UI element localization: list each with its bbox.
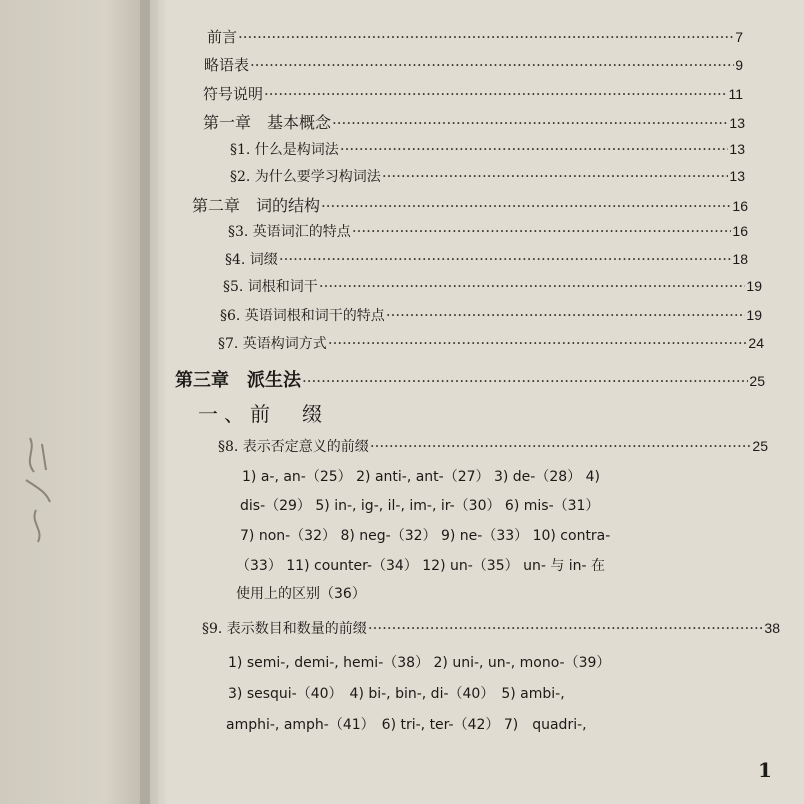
part-heading-prefixes: 一、前 缀 bbox=[198, 402, 328, 426]
section-8-line-5: 使用上的区别（36） bbox=[236, 586, 366, 602]
page-ref: 16 bbox=[732, 198, 748, 214]
page-ref: 16 bbox=[732, 223, 748, 239]
entry-title: 第三章 派生法 bbox=[175, 370, 301, 391]
page-ref: 19 bbox=[746, 307, 762, 323]
entry-title: §8. 表示否定意义的前缀 bbox=[218, 439, 369, 455]
toc-chapter-2 bbox=[192, 193, 748, 216]
toc-section-6 bbox=[220, 305, 762, 325]
section-9-line-3: amphi-, amph-（41） 6) tri-, ter-（42） 7) quadri-, bbox=[226, 717, 587, 733]
dot-leader bbox=[370, 437, 752, 455]
entry-title: §5. 词根和词干 bbox=[223, 279, 318, 295]
toc-chapter-3 bbox=[175, 366, 765, 392]
entry-title: §4. 词缀 bbox=[225, 252, 278, 268]
dot-leader bbox=[264, 85, 727, 103]
dot-leader bbox=[340, 140, 729, 158]
dot-leader bbox=[279, 250, 732, 268]
section-8-line-2: dis-（29） 5) in-, ig-, il-, im-, ir-（30） 6) mis-（31） bbox=[240, 498, 600, 514]
toc-section-7 bbox=[218, 333, 764, 353]
page-ref: 18 bbox=[732, 251, 748, 267]
page-ref: 38 bbox=[764, 620, 780, 636]
toc-entry-abbreviations bbox=[204, 54, 743, 75]
toc-chapter-1 bbox=[203, 110, 745, 133]
dot-leader bbox=[302, 372, 748, 390]
dot-leader bbox=[250, 56, 734, 74]
page-ref: 7 bbox=[735, 29, 743, 45]
section-8-line-4: （33） 11) counter-（34） 12) un-（35） un- 与 in- 在 bbox=[236, 558, 606, 574]
dot-leader bbox=[368, 619, 764, 637]
dot-leader bbox=[328, 334, 748, 352]
dot-leader bbox=[386, 306, 746, 324]
page-ref: 13 bbox=[729, 168, 745, 184]
entry-title: §1. 什么是构词法 bbox=[230, 142, 339, 158]
toc-section-3 bbox=[228, 221, 748, 241]
entry-title: §2. 为什么要学习构词法 bbox=[230, 169, 381, 185]
dot-leader bbox=[332, 114, 728, 132]
toc-entry-preface bbox=[207, 26, 743, 47]
entry-title: 前言 bbox=[207, 28, 238, 46]
section-8-line-3: 7) non-（32） 8) neg-（32） 9) ne-（33） 10) contra- bbox=[240, 528, 611, 544]
toc-section-5 bbox=[223, 276, 762, 296]
page-number: 1 bbox=[758, 758, 772, 782]
dot-leader bbox=[238, 28, 734, 46]
page-ref: 25 bbox=[752, 438, 768, 454]
page-ref: 13 bbox=[729, 141, 745, 157]
toc-section-9 bbox=[202, 618, 780, 638]
entry-title: §3. 英语词汇的特点 bbox=[228, 224, 351, 240]
section-9-line-2: 3) sesqui-（40） 4) bi-, bin-, di-（40） 5) ambi-, bbox=[228, 686, 565, 702]
page-ref: 19 bbox=[746, 278, 762, 294]
toc-section-4 bbox=[225, 249, 748, 269]
entry-title: 符号说明 bbox=[203, 85, 264, 103]
page-ref: 9 bbox=[735, 57, 743, 73]
dot-leader bbox=[352, 222, 732, 240]
entry-title: 第二章 词的结构 bbox=[192, 196, 321, 215]
page-ref: 25 bbox=[749, 373, 765, 389]
toc-section-2 bbox=[230, 166, 745, 186]
section-9-line-1: 1) semi-, demi-, hemi-（38） 2) uni-, un-, mono-（39） bbox=[228, 655, 611, 671]
toc-section-8 bbox=[218, 436, 768, 456]
entry-title: §7. 英语构词方式 bbox=[218, 336, 327, 352]
entry-title: 略语表 bbox=[204, 56, 250, 74]
book-gutter bbox=[140, 0, 166, 804]
entry-title: §9. 表示数目和数量的前缀 bbox=[202, 621, 367, 637]
page-ref: 24 bbox=[748, 335, 764, 351]
page-ref: 13 bbox=[729, 115, 745, 131]
toc-entry-symbols bbox=[203, 83, 743, 104]
left-page bbox=[0, 0, 150, 804]
entry-title: 第一章 基本概念 bbox=[203, 113, 332, 132]
pencil-marks bbox=[16, 430, 66, 550]
dot-leader bbox=[319, 277, 746, 295]
entry-title: §6. 英语词根和词干的特点 bbox=[220, 308, 385, 324]
page-ref: 11 bbox=[728, 86, 743, 102]
toc-section-1 bbox=[230, 139, 745, 159]
section-8-line-1: 1) a-, an-（25） 2) anti-, ant-（27） 3) de-（28） 4) bbox=[242, 469, 600, 485]
dot-leader bbox=[382, 167, 729, 185]
dot-leader bbox=[321, 197, 731, 215]
